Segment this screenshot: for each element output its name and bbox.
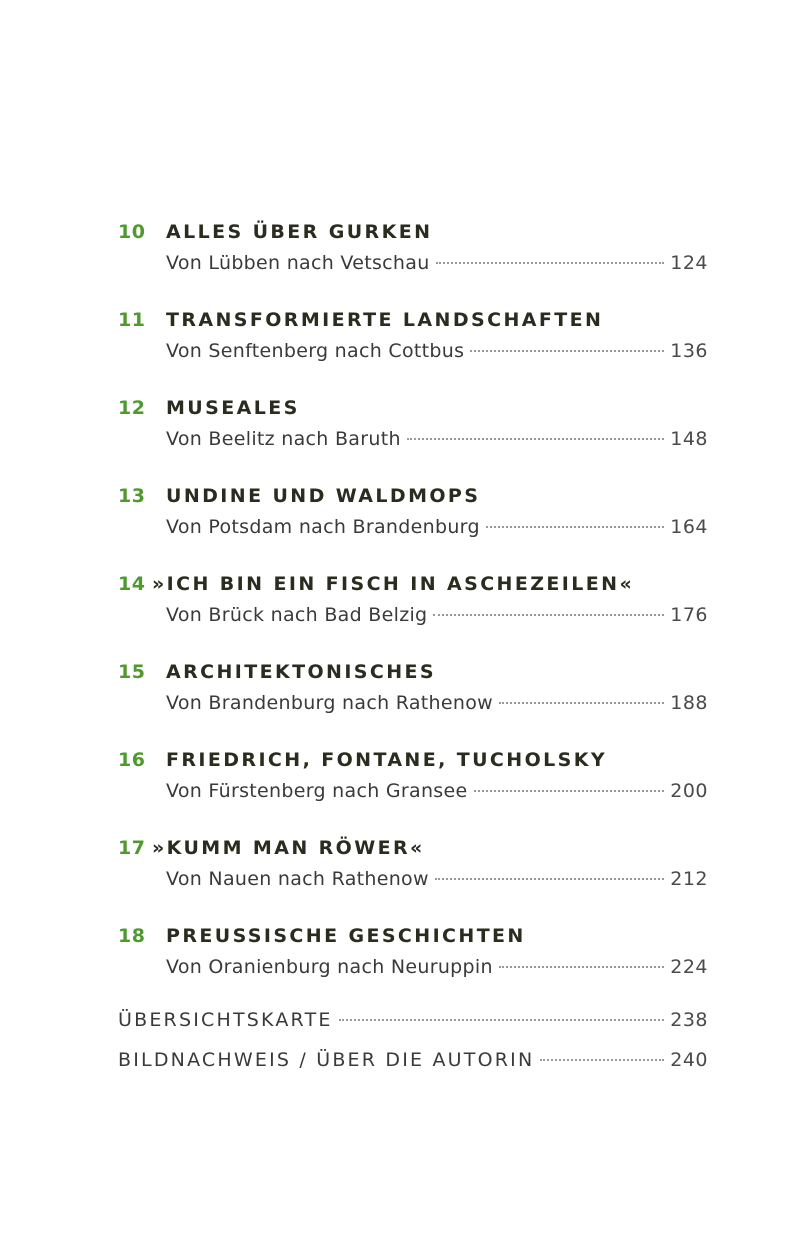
chapter-title: MUSEALES — [166, 397, 300, 419]
chapter-title: PREUSSISCHE GESCHICHTEN — [166, 925, 526, 947]
dot-leader — [474, 790, 665, 792]
entry-title: ÜBERSICHTSKARTE — [118, 1009, 333, 1031]
page-number: 238 — [670, 1009, 708, 1031]
chapter-route: Von Lübben nach Vetschau — [166, 252, 430, 274]
chapter-number: 10 — [118, 221, 146, 243]
toc-entry-16[interactable] — [118, 744, 708, 832]
dot-leader — [433, 614, 664, 616]
page-number: 188 — [670, 692, 708, 714]
toc-entry-credits-author[interactable] — [118, 1040, 708, 1080]
page-number: 240 — [670, 1049, 708, 1071]
dot-leader — [499, 966, 664, 968]
page-number: 176 — [670, 604, 708, 626]
dot-leader — [486, 526, 664, 528]
toc-entry-13[interactable] — [118, 480, 708, 568]
chapter-title: UNDINE UND WALDMOPS — [166, 485, 481, 507]
chapter-route: Von Potsdam nach Brandenburg — [166, 516, 480, 538]
chapter-title: TRANSFORMIERTE LANDSCHAFTEN — [166, 309, 604, 331]
page-number: 212 — [670, 868, 708, 890]
page-number: 164 — [670, 516, 708, 538]
chapter-number: 16 — [118, 749, 146, 771]
chapter-number: 18 — [118, 925, 146, 947]
chapter-route: Von Nauen nach Rathenow — [166, 868, 429, 890]
toc-entry-11[interactable] — [118, 304, 708, 392]
toc-entry-15[interactable] — [118, 656, 708, 744]
dot-leader — [435, 878, 664, 880]
dot-leader — [436, 262, 665, 264]
page-number: 224 — [670, 956, 708, 978]
chapter-route: Von Fürstenberg nach Gransee — [166, 780, 468, 802]
page-number: 200 — [670, 780, 708, 802]
toc-extras — [118, 1000, 708, 1080]
chapter-number: 15 — [118, 661, 146, 683]
toc-entry-18[interactable] — [118, 920, 708, 1008]
dot-leader — [339, 1019, 665, 1021]
chapter-number: 11 — [118, 309, 146, 331]
chapter-number: 13 — [118, 485, 146, 507]
page-number: 148 — [670, 428, 708, 450]
chapter-route: Von Brück nach Bad Belzig — [166, 604, 428, 626]
toc-entry-14[interactable] — [118, 568, 708, 656]
dot-leader — [540, 1059, 664, 1061]
chapter-number: 14 — [118, 573, 146, 595]
chapter-number: 12 — [118, 397, 146, 419]
toc-entry-17[interactable] — [118, 832, 708, 920]
chapter-title: FRIEDRICH, FONTANE, TUCHOLSKY — [166, 749, 607, 771]
table-of-contents — [118, 216, 708, 1080]
chapter-route: Von Oranienburg nach Neuruppin — [166, 956, 493, 978]
page-number: 136 — [670, 340, 708, 362]
chapter-title: »KUMM MAN RÖWER« — [152, 837, 425, 859]
toc-entry-12[interactable] — [118, 392, 708, 480]
chapter-title: »ICH BIN EIN FISCH IN ASCHEZEILEN« — [152, 573, 635, 595]
dot-leader — [499, 702, 664, 704]
chapter-title: ARCHITEKTONISCHES — [166, 661, 436, 683]
page-number: 124 — [670, 252, 708, 274]
toc-entry-10[interactable] — [118, 216, 708, 304]
chapter-route: Von Brandenburg nach Rathenow — [166, 692, 493, 714]
entry-title: BILDNACHWEIS / ÜBER DIE AUTORIN — [118, 1049, 535, 1071]
chapter-route: Von Senftenberg nach Cottbus — [166, 340, 465, 362]
dot-leader — [407, 438, 664, 440]
chapter-route: Von Beelitz nach Baruth — [166, 428, 401, 450]
dot-leader — [470, 350, 664, 352]
chapter-title: ALLES ÜBER GURKEN — [166, 221, 433, 243]
chapter-number: 17 — [118, 837, 146, 859]
